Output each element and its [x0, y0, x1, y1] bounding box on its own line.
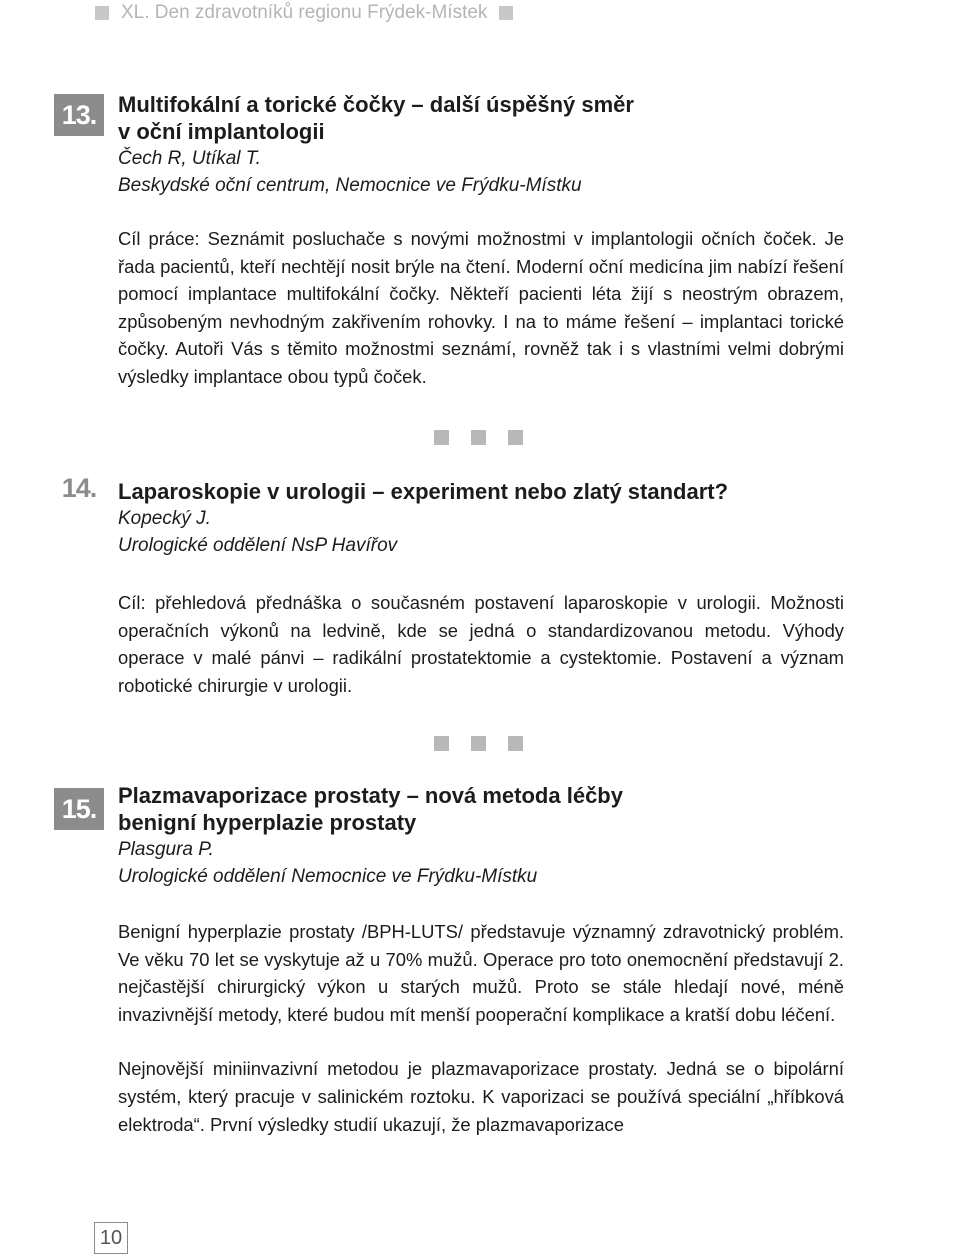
separator-square-icon [508, 736, 523, 751]
section-separator [434, 430, 523, 445]
abstract-number-13: 13. [54, 94, 104, 136]
abstract-title: Laparoskopie v urologii – experiment nebo zlatý standart? [118, 479, 729, 504]
header-square-left-icon [95, 6, 109, 20]
abstract-title: Multifokální a torické čočky – další úspěšný směr v oční implantologii [118, 92, 634, 144]
separator-square-icon [471, 430, 486, 445]
abstract-institution: Urologické oddělení NsP Havířov [118, 535, 398, 556]
header-square-right-icon [499, 6, 513, 20]
running-header [95, 0, 513, 26]
separator-square-icon [434, 736, 449, 751]
abstract-institution: Beskydské oční centrum, Nemocnice ve Frýdku-Místku [118, 175, 582, 196]
abstract-14 [118, 478, 844, 699]
abstract-authors: Čech R, Utíkal T. [118, 148, 261, 169]
page-number: 10 [94, 1222, 128, 1254]
abstract-authors: Plasgura P. [118, 839, 214, 860]
abstract-paragraph: Cíl práce: Seznámit posluchače s novými možnostmi v implantologii očních čoček. Je řada pacientů, kteří nechtějí nosit brýle na čtení. Moderní oční medicína jim nabízí řešení pomocí implantace multifokální čočky. Někteří pacienti léta žijí s neostrým obrazem, způsobeným nevhodným zakřivením rohovky. I na to máme řešení – implantaci torické čočky. Autoři Vás s těmito možnostmi seznámí, rovněž tak i s vlastními velmi dobrými výsledky implantace obou typů čoček. [118, 228, 844, 387]
abstract-authors: Kopecký J. [118, 508, 211, 529]
abstract-15 [118, 782, 844, 1138]
abstract-paragraph: Benigní hyperplazie prostaty /BPH-LUTS/ představuje významný zdravotnický problém. Ve věku 70 let se vyskytuje až u 70% mužů. Operace pro toto onemocnění představují 2. nejčastější chirurgický výkon u starých mužů. Proto se stále hledají nové, méně invazivnější metody, které budou mít menší pooperační komplikace a kratší dobu léčení. [118, 921, 844, 1025]
header-title: XL. Den zdravotníků regionu Frýdek-Místek [121, 2, 488, 23]
separator-square-icon [471, 736, 486, 751]
abstract-number-14: 14. [54, 467, 104, 509]
abstract-paragraph: Nejnovější miniinvazivní metodou je plazmavaporizace prostaty. Jedná se o bipolární systém, který pracuje v salinickém roztoku. K vaporizaci se používá speciální „hříbková elektroda“. První výsledky studií ukazují, že plazmavaporizace [118, 1058, 844, 1135]
section-separator [434, 736, 523, 751]
abstract-title: Plazmavaporizace prostaty – nová metoda léčby benigní hyperplazie prostaty [118, 783, 623, 835]
abstract-institution: Urologické oddělení Nemocnice ve Frýdku-Místku [118, 866, 538, 887]
abstract-13 [118, 91, 844, 391]
separator-square-icon [508, 430, 523, 445]
separator-square-icon [434, 430, 449, 445]
abstract-number-15: 15. [54, 788, 104, 830]
abstract-paragraph: Cíl: přehledová přednáška o současném postavení laparoskopie v urologii. Možnosti operačních výkonů na ledvině, kde se jedná o standardizovanou metodu. Výhody operace v malé pánvi – radikální prostatektomie a cystektomie. Postavení a význam robotické chirurgie v urologii. [118, 592, 844, 696]
